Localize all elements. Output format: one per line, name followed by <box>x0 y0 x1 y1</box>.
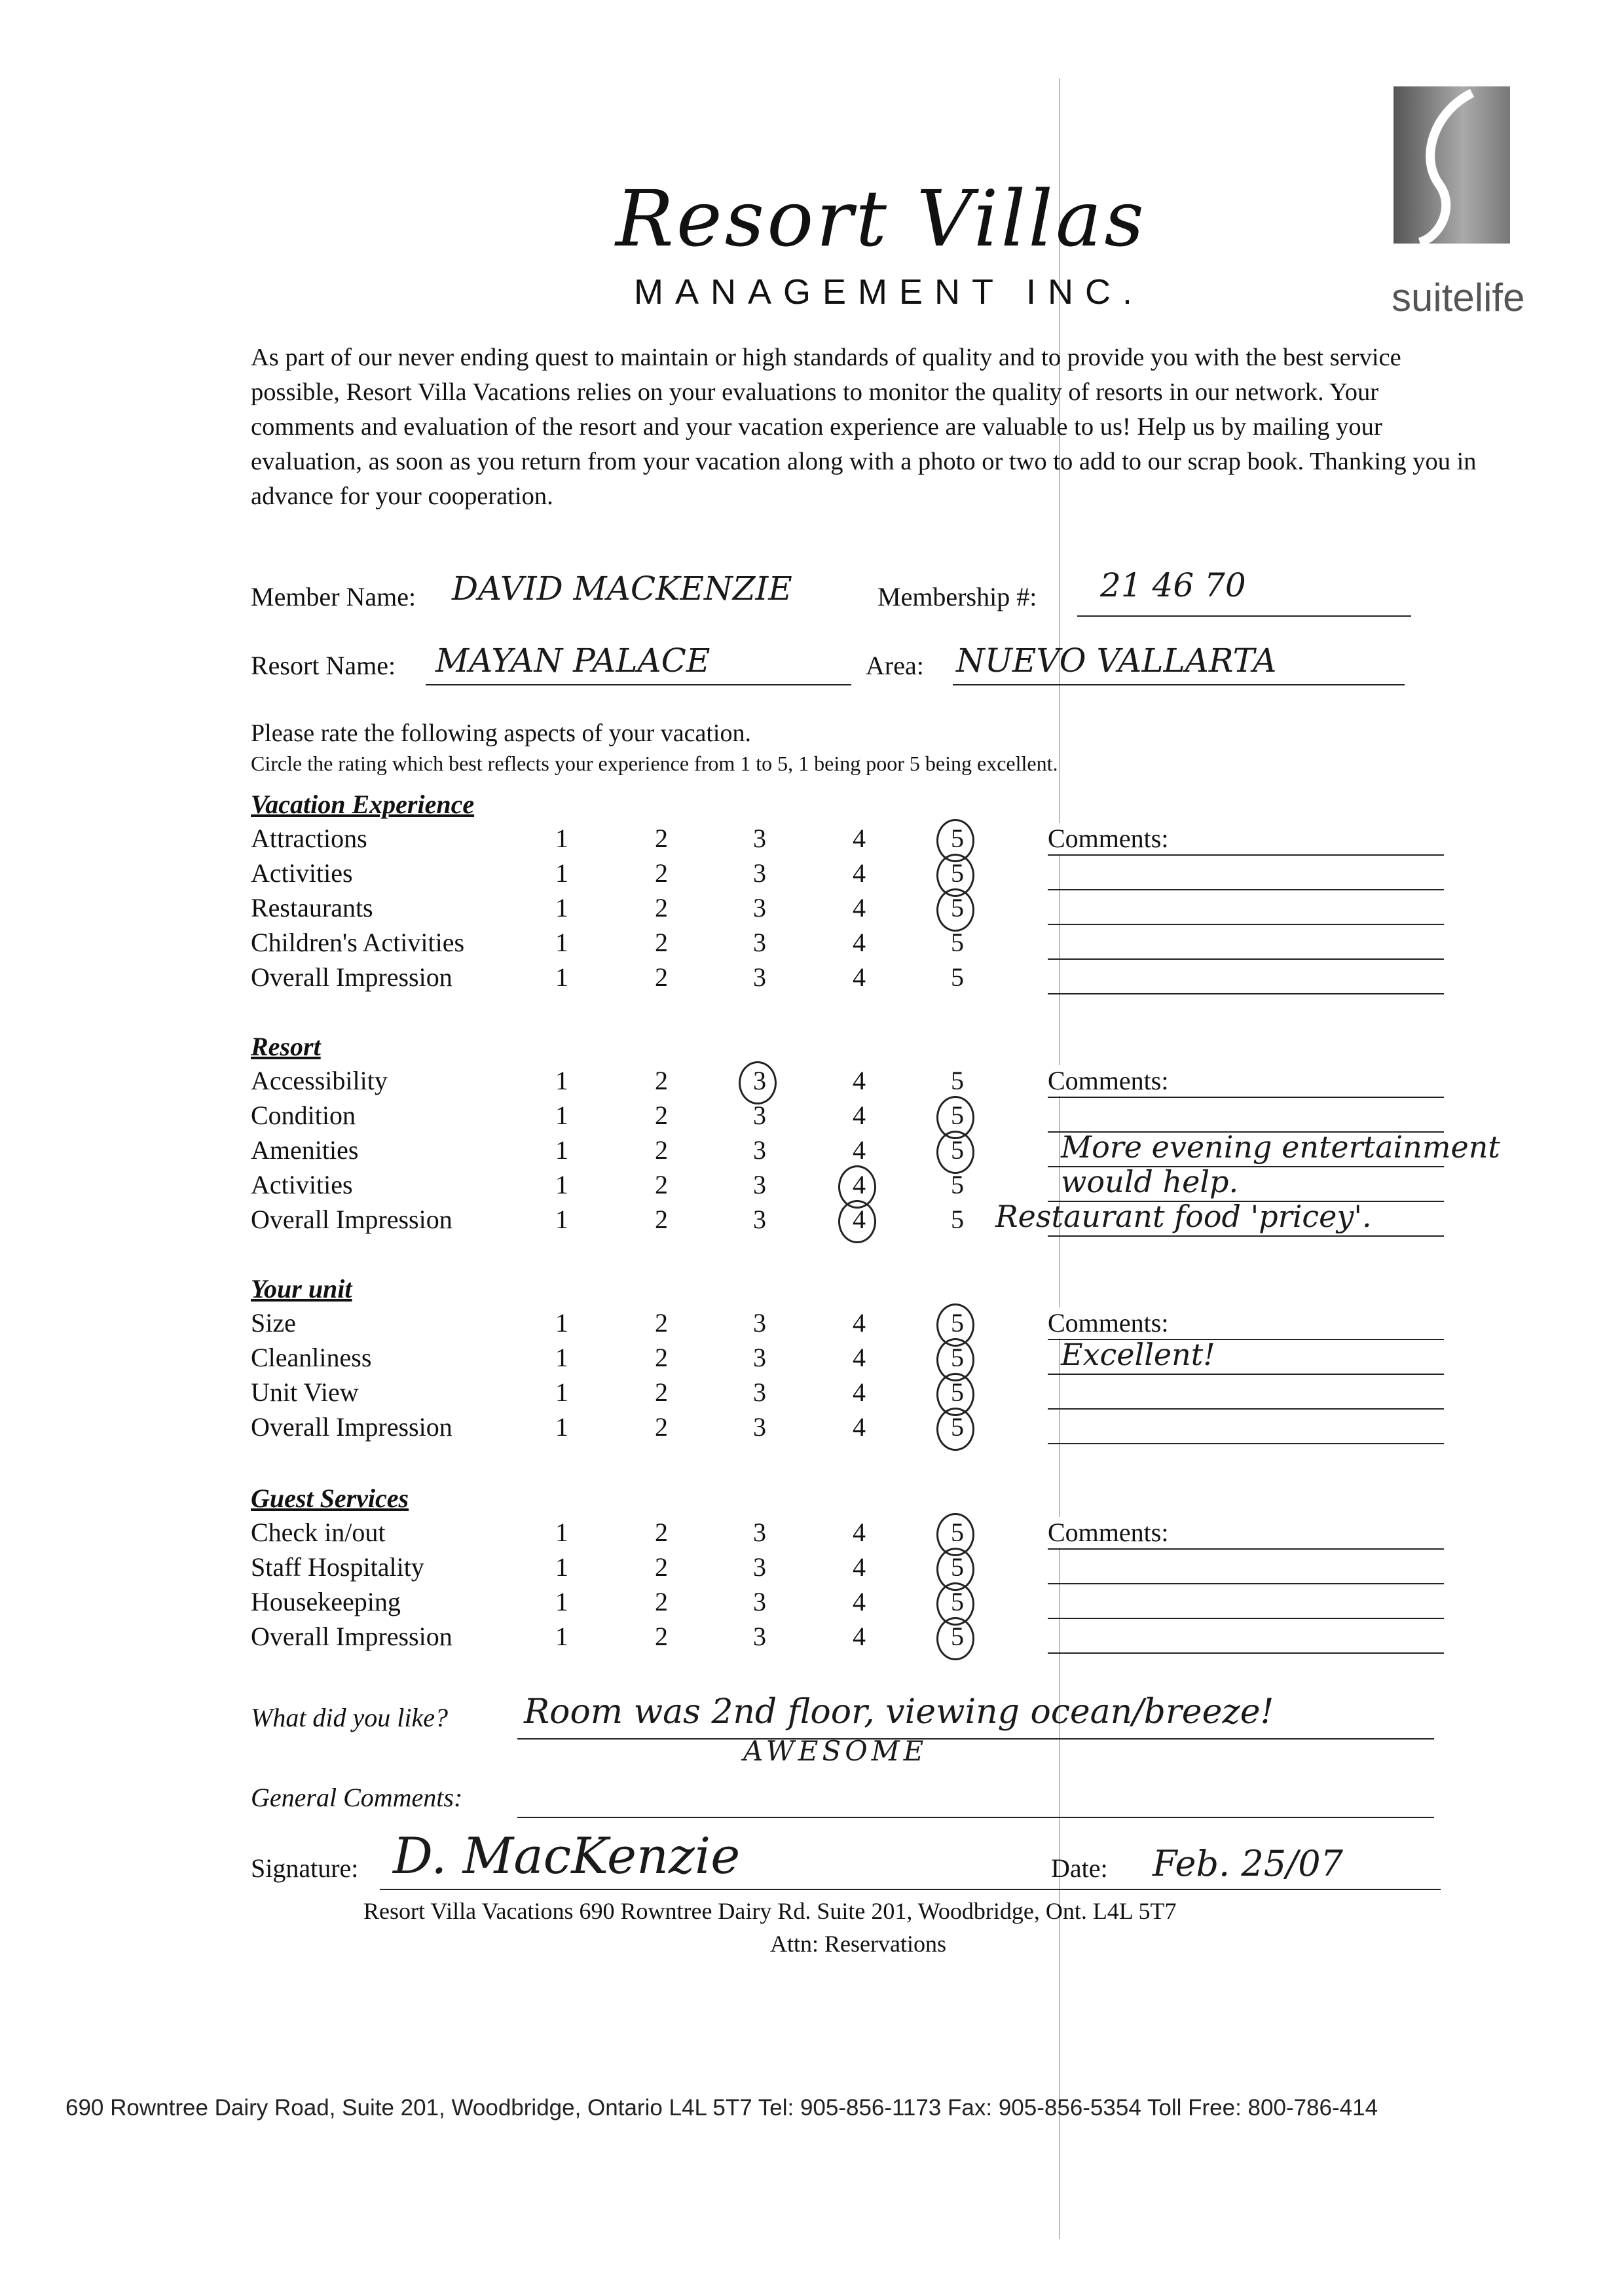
area-value[interactable]: NUEVO VALLARTA <box>956 642 1277 680</box>
membership-label: Membership #: <box>877 582 1037 611</box>
rating-option[interactable]: 1 <box>555 1135 568 1165</box>
comment-line <box>1048 854 1444 856</box>
rating-option[interactable]: 5 <box>951 1066 964 1095</box>
rating-option[interactable]: 3 <box>753 1518 766 1547</box>
rating-option[interactable]: 3 <box>753 1205 766 1234</box>
resort-name-label: Resort Name: <box>251 651 396 680</box>
company-logo-title: Resort Villas <box>616 173 1147 264</box>
rating-option[interactable]: 3 <box>753 1587 766 1616</box>
date-value[interactable]: Feb. 25/07 <box>1153 1843 1343 1884</box>
area-underline <box>953 684 1405 685</box>
rating-option[interactable]: 2 <box>655 824 668 853</box>
rating-option[interactable]: 1 <box>555 1205 568 1234</box>
rating-option[interactable]: 5 <box>951 858 964 888</box>
rating-option[interactable]: 5 <box>951 928 964 957</box>
rating-row-label: Amenities <box>251 1135 359 1165</box>
rating-row-label: Overall Impression <box>251 1205 452 1234</box>
rating-option[interactable]: 4 <box>853 1066 866 1095</box>
rating-option[interactable]: 1 <box>555 858 568 888</box>
section-heading: Your unit <box>251 1274 352 1303</box>
like-answer[interactable]: Room was 2nd floor, viewing ocean/breeze! <box>524 1692 1274 1732</box>
rating-option[interactable]: 1 <box>555 1412 568 1442</box>
rating-option[interactable]: 5 <box>951 1412 964 1442</box>
rating-option[interactable]: 1 <box>555 1587 568 1616</box>
rating-row-label: Overall Impression <box>251 1412 452 1442</box>
rating-option[interactable]: 4 <box>853 928 866 957</box>
rating-circle-mark <box>838 1200 876 1243</box>
rating-option[interactable]: 3 <box>753 1377 766 1407</box>
rating-option[interactable]: 4 <box>853 1587 866 1616</box>
rating-option[interactable]: 5 <box>951 1622 964 1651</box>
rating-option[interactable]: 3 <box>753 928 766 957</box>
comment-line <box>1048 993 1444 994</box>
rating-option[interactable]: 4 <box>853 1377 866 1407</box>
general-comments-underline <box>517 1817 1434 1818</box>
rating-option[interactable]: 3 <box>753 1308 766 1338</box>
rating-option[interactable]: 1 <box>555 928 568 957</box>
rating-option[interactable]: 3 <box>753 962 766 992</box>
rating-option[interactable]: 5 <box>951 1587 964 1616</box>
instructions-line1: Please rate the following aspects of your vacation. <box>251 720 751 747</box>
rating-option[interactable]: 2 <box>655 1101 668 1130</box>
rating-row-label: Activities <box>251 1170 353 1199</box>
comment-line <box>1048 1443 1444 1444</box>
rating-circle-mark <box>936 1617 974 1660</box>
section-heading: Guest Services <box>251 1484 409 1513</box>
rating-option[interactable]: 4 <box>853 1308 866 1338</box>
rating-option[interactable]: 5 <box>951 1308 964 1338</box>
comment-line <box>1048 1374 1444 1375</box>
rating-row-label: Overall Impression <box>251 1622 452 1651</box>
rating-option[interactable]: 1 <box>555 1377 568 1407</box>
rating-option[interactable]: 5 <box>951 1170 964 1199</box>
intro-paragraph: As part of our never ending quest to maintain or high standards of quality and to provide you with the best service possible, Resort Villa Vacations relies on your evaluations to monitor the quality of resorts in our network. Your comments and evaluation of the resort and your vacation experience are valuable to us! Help us by mailing your evaluation, as soon as you return from your vacation along with a photo or two to add to our scrap book. Thanking you in advance for your cooperation. <box>251 344 1477 510</box>
rating-option[interactable]: 3 <box>753 858 766 888</box>
rating-option[interactable]: 3 <box>753 824 766 853</box>
comment-line <box>1048 1408 1444 1410</box>
rating-row-label: Overall Impression <box>251 962 452 992</box>
rating-option[interactable]: 1 <box>555 1101 568 1130</box>
rating-option[interactable]: 1 <box>555 962 568 992</box>
rating-row-label: Staff Hospitality <box>251 1552 424 1582</box>
rating-option[interactable]: 3 <box>753 1066 766 1095</box>
rating-option[interactable]: 2 <box>655 1170 668 1199</box>
rating-option[interactable]: 1 <box>555 1622 568 1651</box>
suitelife-logo-text: suitelife <box>1392 276 1525 319</box>
rating-option[interactable]: 4 <box>853 1101 866 1130</box>
rating-circle-mark <box>936 888 974 932</box>
area-label: Area: <box>866 651 924 680</box>
rating-row-label: Restaurants <box>251 893 373 922</box>
rating-option[interactable]: 2 <box>655 962 668 992</box>
footer-contact: 690 Rowntree Dairy Road, Suite 201, Woodbridge, Ontario L4L 5T7 Tel: 905-856-1173 Fax: 905-856-5354 Toll Free: 800-786-414 <box>65 2095 1378 2121</box>
rating-option[interactable]: 4 <box>853 1518 866 1547</box>
like-label: What did you like? <box>251 1703 449 1732</box>
company-logo-subtitle: MANAGEMENT INC. <box>634 272 1145 312</box>
handwritten-comment[interactable]: More evening entertainment <box>1061 1129 1500 1165</box>
suitelife-logo-icon <box>1393 86 1510 244</box>
rating-option[interactable]: 2 <box>655 1135 668 1165</box>
signature-label: Signature: <box>251 1853 359 1883</box>
rating-option[interactable]: 3 <box>753 1412 766 1442</box>
rating-option[interactable]: 2 <box>655 893 668 922</box>
rating-row-label: Children's Activities <box>251 928 465 957</box>
rating-option[interactable]: 2 <box>655 858 668 888</box>
instructions-line2: Circle the rating which best reflects your experience from 1 to 5, 1 being poor 5 being excellent. <box>251 752 1058 775</box>
rating-option[interactable]: 4 <box>853 1343 866 1372</box>
rating-option[interactable]: 2 <box>655 1552 668 1582</box>
section-heading: Resort <box>251 1032 321 1061</box>
rating-option[interactable]: 3 <box>753 893 766 922</box>
comment-line <box>1048 1618 1444 1619</box>
rating-option[interactable]: 2 <box>655 1343 668 1372</box>
handwritten-comment[interactable]: would help. <box>1061 1164 1239 1199</box>
rating-option[interactable]: 1 <box>555 824 568 853</box>
signature-value[interactable]: D. MacKenzie <box>393 1827 741 1885</box>
rating-row-label: Size <box>251 1308 296 1338</box>
rating-row-label: Cleanliness <box>251 1343 372 1372</box>
like-underline <box>517 1738 1434 1740</box>
resort-name-underline <box>426 684 851 685</box>
rating-option[interactable]: 1 <box>555 1066 568 1095</box>
member-name-value[interactable]: DAVID MACKENZIE <box>452 570 792 608</box>
comment-line <box>1048 889 1444 890</box>
rating-row-label: Accessibility <box>251 1066 388 1095</box>
rating-option[interactable]: 5 <box>951 824 964 853</box>
rating-option[interactable]: 4 <box>853 1205 866 1234</box>
comment-line <box>1048 1548 1444 1550</box>
rating-option[interactable]: 2 <box>655 1308 668 1338</box>
handwritten-comment[interactable]: Restaurant food 'pricey'. <box>995 1199 1372 1234</box>
rating-option[interactable]: 2 <box>655 1066 668 1095</box>
rating-row-label: Housekeeping <box>251 1587 401 1616</box>
rating-option[interactable]: 2 <box>655 1587 668 1616</box>
rating-option[interactable]: 4 <box>853 1412 866 1442</box>
rating-circle-mark <box>936 1408 974 1451</box>
rating-option[interactable]: 2 <box>655 1622 668 1651</box>
rating-option[interactable]: 1 <box>555 1170 568 1199</box>
rating-option[interactable]: 1 <box>555 1343 568 1372</box>
rating-option[interactable]: 4 <box>853 962 866 992</box>
rating-option[interactable]: 3 <box>753 1170 766 1199</box>
rating-option[interactable]: 5 <box>951 1135 964 1165</box>
membership-value[interactable]: 21 46 70 <box>1100 566 1246 604</box>
rating-option[interactable]: 1 <box>555 1308 568 1338</box>
rating-option[interactable]: 3 <box>753 1101 766 1130</box>
rating-option[interactable]: 2 <box>655 1205 668 1234</box>
membership-underline <box>1077 615 1411 617</box>
rating-option[interactable]: 5 <box>951 962 964 992</box>
comment-line <box>1048 924 1444 925</box>
comment-line <box>1048 1097 1444 1098</box>
handwritten-comment[interactable]: Excellent! <box>1061 1337 1215 1372</box>
comments-label: Comments: <box>1048 1517 1181 1548</box>
rating-option[interactable]: 5 <box>951 1343 964 1372</box>
rating-option[interactable]: 4 <box>853 858 866 888</box>
rating-option[interactable]: 4 <box>853 1622 866 1651</box>
rating-row-label: Unit View <box>251 1377 359 1407</box>
rating-option[interactable]: 2 <box>655 1412 668 1442</box>
date-label: Date: <box>1051 1853 1108 1883</box>
rating-row-label: Check in/out <box>251 1518 386 1547</box>
rating-option[interactable]: 4 <box>853 1170 866 1199</box>
rating-option[interactable]: 3 <box>753 1343 766 1372</box>
mailing-address-line2: Attn: Reservations <box>770 1931 946 1957</box>
rating-option[interactable]: 4 <box>853 893 866 922</box>
comment-line <box>1048 1235 1444 1237</box>
rating-option[interactable]: 1 <box>555 893 568 922</box>
rating-option[interactable]: 5 <box>951 1552 964 1582</box>
rating-row-label: Activities <box>251 858 353 888</box>
rating-circle-mark <box>739 1061 777 1104</box>
rating-option[interactable]: 3 <box>753 1135 766 1165</box>
rating-option[interactable]: 4 <box>853 824 866 853</box>
comments-label: Comments: <box>1048 823 1181 854</box>
rating-option[interactable]: 2 <box>655 1377 668 1407</box>
rating-option[interactable]: 4 <box>853 1552 866 1582</box>
comment-line <box>1048 1583 1444 1584</box>
rating-option[interactable]: 5 <box>951 1518 964 1547</box>
signature-underline <box>380 1889 1441 1890</box>
section-heading: Vacation Experience <box>251 790 475 819</box>
resort-name-value[interactable]: MAYAN PALACE <box>435 642 710 680</box>
rating-option[interactable]: 1 <box>555 1518 568 1547</box>
rating-option[interactable]: 3 <box>753 1552 766 1582</box>
rating-option[interactable]: 1 <box>555 1552 568 1582</box>
rating-option[interactable]: 2 <box>655 928 668 957</box>
rating-option[interactable]: 5 <box>951 893 964 922</box>
rating-row-label: Condition <box>251 1101 356 1130</box>
rating-option[interactable]: 5 <box>951 1205 964 1234</box>
rating-option[interactable]: 2 <box>655 1518 668 1547</box>
comment-line <box>1048 958 1444 960</box>
comment-line <box>1048 1652 1444 1654</box>
comments-label: Comments: <box>1048 1065 1181 1096</box>
comments-label: Comments: <box>1048 1307 1181 1338</box>
general-comments-label: General Comments: <box>251 1783 463 1812</box>
rating-option[interactable]: 4 <box>853 1135 866 1165</box>
member-name-label: Member Name: <box>251 582 416 611</box>
s-swoosh-icon <box>1393 86 1510 244</box>
rating-circle-mark <box>936 1131 974 1174</box>
like-answer-2: AWESOME <box>743 1735 928 1767</box>
rating-option[interactable]: 5 <box>951 1101 964 1130</box>
rating-option[interactable]: 5 <box>951 1377 964 1407</box>
rating-row-label: Attractions <box>251 824 367 853</box>
rating-option[interactable]: 3 <box>753 1622 766 1651</box>
mailing-address-line1: Resort Villa Vacations 690 Rowntree Dairy Rd. Suite 201, Woodbridge, Ont. L4L 5T7 <box>363 1898 1177 1924</box>
